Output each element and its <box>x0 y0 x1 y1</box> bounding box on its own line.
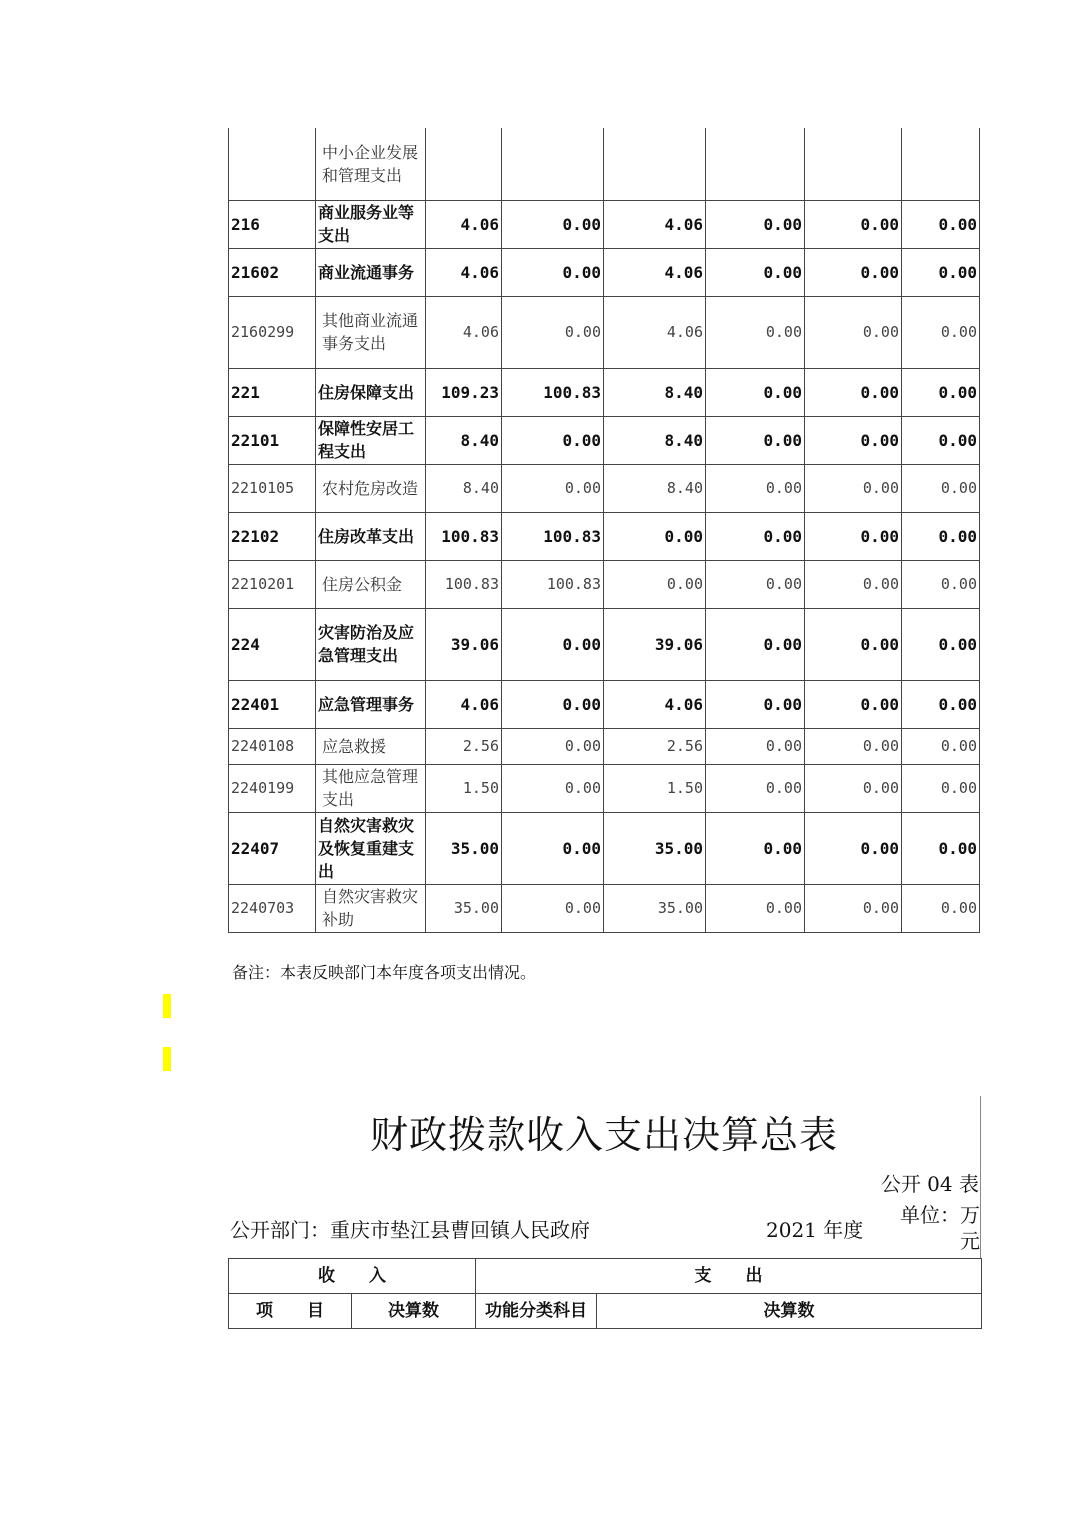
project-cell: 8.40 <box>604 368 706 416</box>
col5-cell: 0.00 <box>805 512 902 560</box>
total-cell: 109.23 <box>426 368 502 416</box>
total-cell: 8.40 <box>426 464 502 512</box>
col5-cell: 0.00 <box>805 608 902 680</box>
total-cell: 4.06 <box>426 296 502 368</box>
col5-cell: 0.00 <box>805 812 902 884</box>
col4-cell: 0.00 <box>706 680 805 728</box>
table-row <box>229 128 980 200</box>
col5-cell: 0.00 <box>805 368 902 416</box>
code-cell: 2160299 <box>229 296 316 368</box>
project-cell: 2.56 <box>604 728 706 764</box>
col4-cell <box>706 128 805 200</box>
project-cell <box>604 128 706 200</box>
code-cell: 21602 <box>229 248 316 296</box>
col5-cell: 0.00 <box>805 200 902 248</box>
total-cell: 2.56 <box>426 728 502 764</box>
basic-cell: 0.00 <box>502 884 604 932</box>
col5-cell: 0.00 <box>805 728 902 764</box>
project-cell: 4.06 <box>604 248 706 296</box>
name-cell: 自然灾害救灾及恢复重建支出 <box>316 812 426 884</box>
basic-cell: 100.83 <box>502 560 604 608</box>
col5-cell: 0.00 <box>805 296 902 368</box>
expense-header: 支 出 <box>476 1259 982 1294</box>
col6-cell: 0.00 <box>902 368 980 416</box>
basic-cell: 0.00 <box>502 812 604 884</box>
basic-cell: 0.00 <box>502 296 604 368</box>
table-note: 备注：本表反映部门本年度各项支出情况。 <box>232 963 537 982</box>
col5-cell: 0.00 <box>805 248 902 296</box>
project-cell: 35.00 <box>604 884 706 932</box>
col6-cell: 0.00 <box>902 608 980 680</box>
col6-cell: 0.00 <box>902 248 980 296</box>
name-cell: 灾害防治及应急管理支出 <box>316 608 426 680</box>
form-number: 公开 04 表 <box>880 1172 979 1196</box>
name-cell: 应急管理事务 <box>316 680 426 728</box>
basic-cell <box>502 128 604 200</box>
code-cell: 22401 <box>229 680 316 728</box>
header-row-top <box>229 1259 982 1294</box>
total-cell: 35.00 <box>426 884 502 932</box>
total-cell: 100.83 <box>426 512 502 560</box>
total-cell: 1.50 <box>426 764 502 812</box>
name-cell: 自然灾害救灾补助 <box>316 884 426 932</box>
col4-cell: 0.00 <box>706 368 805 416</box>
code-cell: 2240108 <box>229 728 316 764</box>
project-cell: 4.06 <box>604 680 706 728</box>
col5-cell: 0.00 <box>805 416 902 464</box>
col5-cell: 0.00 <box>805 680 902 728</box>
col5-cell: 0.00 <box>805 464 902 512</box>
col6-cell: 0.00 <box>902 512 980 560</box>
col6-cell: 0.00 <box>902 764 980 812</box>
table-row <box>229 512 980 560</box>
basic-cell: 100.83 <box>502 368 604 416</box>
col6-cell: 0.00 <box>902 416 980 464</box>
name-cell: 应急救援 <box>316 728 426 764</box>
code-cell: 2240703 <box>229 884 316 932</box>
code-cell: 2210201 <box>229 560 316 608</box>
item-header: 项 目 <box>229 1294 352 1329</box>
code-cell: 2240199 <box>229 764 316 812</box>
total-cell: 35.00 <box>426 812 502 884</box>
highlight-marker <box>163 1047 171 1071</box>
table-row <box>229 884 980 932</box>
col5-cell: 0.00 <box>805 764 902 812</box>
amount-header: 决算数 <box>352 1294 476 1329</box>
table-row <box>229 728 980 764</box>
col4-cell: 0.00 <box>706 296 805 368</box>
project-cell: 35.00 <box>604 812 706 884</box>
basic-cell: 0.00 <box>502 416 604 464</box>
total-cell: 4.06 <box>426 680 502 728</box>
basic-cell: 0.00 <box>502 764 604 812</box>
table-row <box>229 200 980 248</box>
name-cell: 农村危房改造 <box>316 464 426 512</box>
col6-cell: 0.00 <box>902 296 980 368</box>
table-row <box>229 560 980 608</box>
col6-cell: 0.00 <box>902 728 980 764</box>
basic-cell: 0.00 <box>502 680 604 728</box>
col4-cell: 0.00 <box>706 248 805 296</box>
table-row <box>229 296 980 368</box>
name-cell: 中小企业发展和管理支出 <box>316 128 426 200</box>
table-row <box>229 464 980 512</box>
col4-cell: 0.00 <box>706 608 805 680</box>
col6-cell: 0.00 <box>902 560 980 608</box>
col4-cell: 0.00 <box>706 560 805 608</box>
function-class-header: 功能分类科目 <box>476 1294 597 1329</box>
expenditure-table <box>228 128 980 933</box>
table-row <box>229 368 980 416</box>
project-cell: 0.00 <box>604 512 706 560</box>
col4-cell: 0.00 <box>706 812 805 884</box>
header-row-sub <box>229 1294 982 1329</box>
col6-cell: 0.00 <box>902 812 980 884</box>
total-cell <box>426 128 502 200</box>
table-row <box>229 812 980 884</box>
code-cell: 22407 <box>229 812 316 884</box>
project-cell: 4.06 <box>604 200 706 248</box>
project-cell: 1.50 <box>604 764 706 812</box>
col4-cell: 0.00 <box>706 728 805 764</box>
basic-cell: 0.00 <box>502 464 604 512</box>
total-cell: 4.06 <box>426 248 502 296</box>
col4-cell: 0.00 <box>706 512 805 560</box>
col4-cell: 0.00 <box>706 416 805 464</box>
basic-cell: 0.00 <box>502 248 604 296</box>
code-cell: 221 <box>229 368 316 416</box>
total-cell: 4.06 <box>426 200 502 248</box>
basic-cell: 100.83 <box>502 512 604 560</box>
total-cell: 100.83 <box>426 560 502 608</box>
total-cell: 39.06 <box>426 608 502 680</box>
table-row <box>229 680 980 728</box>
name-cell: 其他商业流通事务支出 <box>316 296 426 368</box>
col4-cell: 0.00 <box>706 200 805 248</box>
code-cell: 224 <box>229 608 316 680</box>
basic-cell: 0.00 <box>502 200 604 248</box>
basic-cell: 0.00 <box>502 728 604 764</box>
col5-cell <box>805 128 902 200</box>
basic-cell: 0.00 <box>502 608 604 680</box>
col4-cell: 0.00 <box>706 464 805 512</box>
table-row <box>229 764 980 812</box>
table-row <box>229 248 980 296</box>
name-cell: 商业服务业等支出 <box>316 200 426 248</box>
final-amount-header: 决算数 <box>597 1294 982 1329</box>
col6-cell: 0.00 <box>902 200 980 248</box>
name-cell: 其他应急管理支出 <box>316 764 426 812</box>
highlight-marker <box>163 994 171 1018</box>
project-cell: 0.00 <box>604 560 706 608</box>
department-label: 公开部门：重庆市垫江县曹回镇人民政府 <box>230 1218 590 1242</box>
col6-cell: 0.00 <box>902 680 980 728</box>
col4-cell: 0.00 <box>706 884 805 932</box>
project-cell: 39.06 <box>604 608 706 680</box>
income-header: 收 入 <box>229 1259 476 1294</box>
code-cell <box>229 128 316 200</box>
code-cell: 22102 <box>229 512 316 560</box>
table-row <box>229 416 980 464</box>
expenditure-table-body <box>229 128 980 932</box>
col6-cell: 0.00 <box>902 884 980 932</box>
year-label: 2021 年度 <box>766 1218 864 1242</box>
total-cell: 8.40 <box>426 416 502 464</box>
name-cell: 住房公积金 <box>316 560 426 608</box>
table-row <box>229 608 980 680</box>
page-title: 财政拨款收入支出决算总表 <box>369 1113 838 1157</box>
summary-table-header <box>228 1258 982 1329</box>
code-cell: 22101 <box>229 416 316 464</box>
name-cell: 商业流通事务 <box>316 248 426 296</box>
divider-line <box>980 1096 981 1258</box>
name-cell: 住房保障支出 <box>316 368 426 416</box>
code-cell: 2210105 <box>229 464 316 512</box>
col6-cell <box>902 128 980 200</box>
code-cell: 216 <box>229 200 316 248</box>
col4-cell: 0.00 <box>706 764 805 812</box>
col5-cell: 0.00 <box>805 560 902 608</box>
unit-label: 单位：万元 <box>900 1203 980 1253</box>
col6-cell: 0.00 <box>902 464 980 512</box>
name-cell: 保障性安居工程支出 <box>316 416 426 464</box>
project-cell: 8.40 <box>604 464 706 512</box>
name-cell: 住房改革支出 <box>316 512 426 560</box>
project-cell: 8.40 <box>604 416 706 464</box>
project-cell: 4.06 <box>604 296 706 368</box>
col5-cell: 0.00 <box>805 884 902 932</box>
